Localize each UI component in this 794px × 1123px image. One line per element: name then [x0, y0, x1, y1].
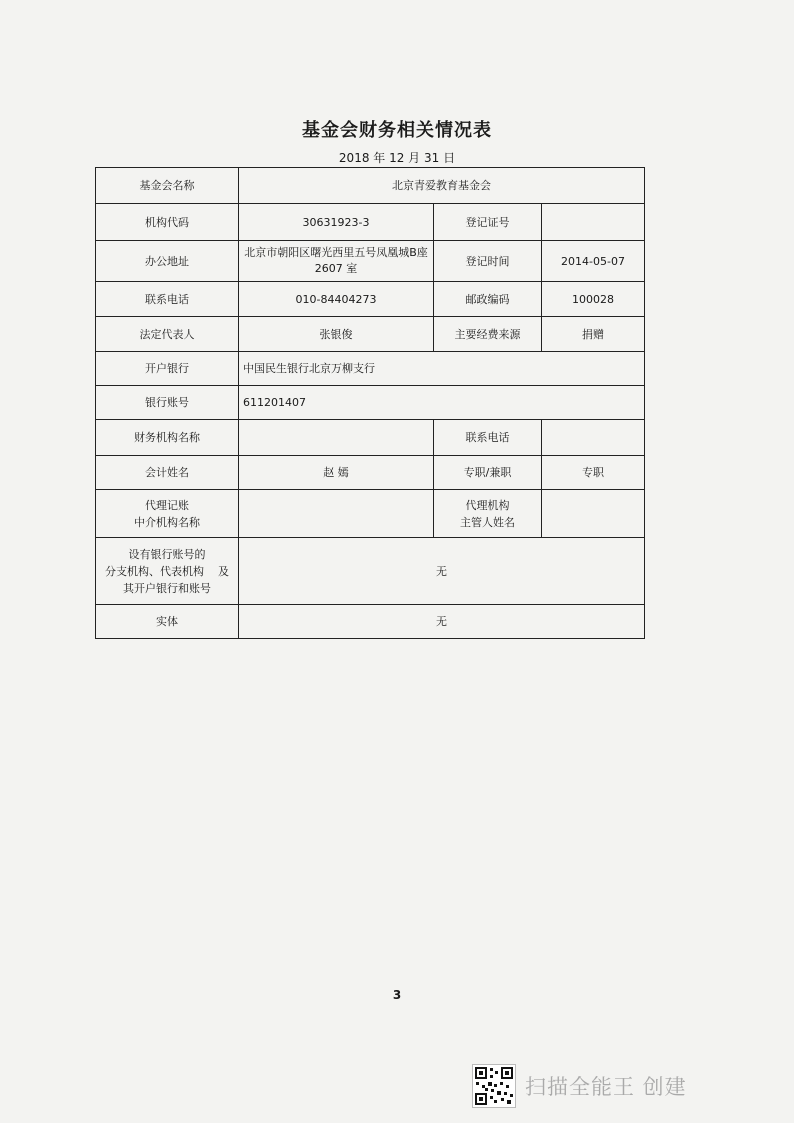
branch-label-line2: 分支机构、代表机构: [105, 564, 204, 578]
agent-label-line2: 中介机构名称: [134, 515, 200, 529]
bank-value: 中国民生银行北京万柳支行: [239, 352, 645, 386]
address-label: 办公地址: [96, 241, 239, 282]
reg-no-value: [542, 204, 645, 241]
agent-head-label-line1: 代理机构: [465, 498, 510, 512]
qr-code-icon: [473, 1065, 515, 1107]
page-number: 3: [392, 988, 402, 1002]
org-code-value: 30631923-3: [239, 204, 434, 241]
bank-label: 开户银行: [96, 352, 239, 386]
watermark-text: 扫描全能王 创建: [525, 1075, 687, 1099]
funding-value: 捐赠: [542, 317, 645, 352]
table-row: [96, 282, 645, 317]
table-row: [96, 420, 645, 456]
branch-value: 无: [239, 538, 645, 605]
agent-head-label-line2: 主管人姓名: [460, 515, 515, 529]
table-row: [96, 352, 645, 386]
legal-rep-value: 张银俊: [239, 317, 434, 352]
branch-label-and: 及: [218, 564, 229, 578]
address-value: [239, 241, 434, 282]
table-row: [96, 456, 645, 490]
agent-label-line1: 代理记账: [145, 498, 189, 512]
report-date: 2018 年 12 月 31 日: [338, 151, 456, 165]
account-value: 611201407: [239, 386, 645, 420]
table-row: [96, 168, 645, 204]
reg-date-value: 2014-05-07: [542, 241, 645, 282]
table-row: [96, 538, 645, 605]
accountant-label: 会计姓名: [96, 456, 239, 490]
legal-rep-label: 法定代表人: [96, 317, 239, 352]
finance-org-value: [239, 420, 434, 456]
branch-label-line1: 设有银行账号的: [128, 547, 206, 561]
phone-value: 010-84404273: [239, 282, 434, 317]
table-row: [96, 317, 645, 352]
branch-label-line3: 其开户银行和账号: [123, 581, 211, 595]
table-row: [96, 204, 645, 241]
funding-label: 主要经费来源: [434, 317, 542, 352]
fulltime-value: 专职: [542, 456, 645, 490]
agent-label: [96, 490, 239, 538]
scanner-watermark: [473, 1063, 733, 1109]
document-title: 基金会财务相关情况表: [302, 120, 492, 141]
name-label: 基金会名称: [96, 168, 239, 204]
name-value: 北京青爱教育基金会: [239, 168, 645, 204]
entity-value: 无: [239, 605, 645, 639]
entity-label: 实体: [96, 605, 239, 639]
postcode-label: 邮政编码: [434, 282, 542, 317]
org-code-label: 机构代码: [96, 204, 239, 241]
reg-no-label: 登记证号: [434, 204, 542, 241]
phone-label: 联系电话: [96, 282, 239, 317]
fulltime-label: 专职/兼职: [434, 456, 542, 490]
reg-date-label: 登记时间: [434, 241, 542, 282]
table-row: [96, 605, 645, 639]
agent-head-value: [542, 490, 645, 538]
address-line1: 北京市朝阳区曙光西里五号凤凰城B座: [244, 246, 428, 259]
contact-phone-label: 联系电话: [434, 420, 542, 456]
finance-info-table: [95, 167, 645, 639]
contact-phone-value: [542, 420, 645, 456]
table-row: [96, 241, 645, 282]
table-row: [96, 386, 645, 420]
finance-org-label: 财务机构名称: [96, 420, 239, 456]
table-row: [96, 490, 645, 538]
agent-value: [239, 490, 434, 538]
agent-head-label: [434, 490, 542, 538]
branch-label: [96, 538, 239, 605]
postcode-value: 100028: [542, 282, 645, 317]
accountant-value: 赵 嫣: [239, 456, 434, 490]
account-label: 银行账号: [96, 386, 239, 420]
address-line2: 2607 室: [314, 262, 358, 275]
